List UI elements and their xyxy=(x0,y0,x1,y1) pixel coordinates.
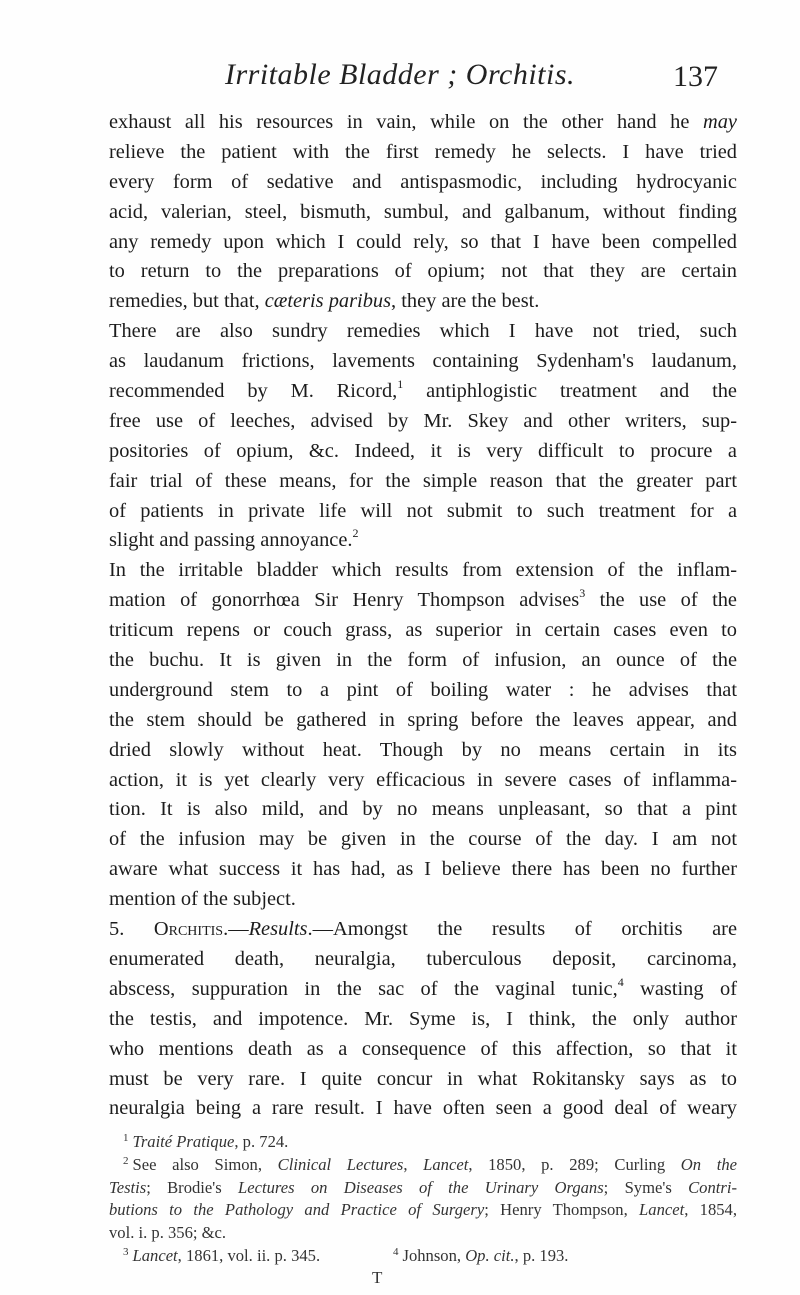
text-line: recommended by M. Ricord,$^1$ antiphlogistic treatment and the xyxy=(109,377,737,403)
signature-mark: T xyxy=(372,1268,383,1287)
footnote-2-cont: butions to the Pathology and Practice of Surgery; Henry Thompson, Lancet, 1854, xyxy=(109,1200,737,1220)
footnote-1: $^1$ Traité Pratique, p. 724. xyxy=(123,1132,289,1151)
emphasis: Results xyxy=(248,918,308,941)
emphasis: cæteris paribus xyxy=(264,290,392,313)
text-line: the testis, and impotence. Mr. Syme is, I think, the only author xyxy=(109,1007,737,1030)
text-line: free use of leeches, advised by Mr. Skey and other writers, sup- xyxy=(109,409,737,432)
emphasis: may xyxy=(703,111,737,133)
text-line: remedies, but that, cæteris paribus, they are the best. xyxy=(109,290,540,313)
footnote-4: $^4$ Johnson, Op. cit., p. 193. xyxy=(393,1245,569,1265)
text-line: relieve the patient with the first remedy he selects. I have tried xyxy=(109,140,737,163)
footnote-2: $^2$ See also Simon, Clinical Lectures, Lancet, 1850, p. 289; Curling On the xyxy=(123,1154,737,1174)
footnote-ref: 1 xyxy=(397,377,404,392)
text-line: acid, valerian, steel, bismuth, sumbul, and galbanum, without finding xyxy=(109,200,737,223)
text-line: aware what success it has had, as I believe there has been no further xyxy=(109,858,737,881)
text-line: 5. Orchitis.—Results.—Amongst the results of orchitis are xyxy=(109,918,737,941)
text-line: action, it is yet clearly very efficacious in severe cases of inflamma- xyxy=(109,768,737,791)
footnote-ref: 2 xyxy=(352,526,359,541)
running-head xyxy=(0,58,800,98)
text-line: In the irritable bladder which results from extension of the inflam- xyxy=(109,559,737,582)
footnotes xyxy=(109,1131,737,1268)
text-line: tion. It is also mild, and by no means unpleasant, so that a pint xyxy=(109,798,737,821)
text-line: fair trial of these means, for the simple reason that the greater part xyxy=(109,469,737,492)
text-line: the stem should be gathered in spring before the leaves appear, and xyxy=(109,708,737,731)
text-line: the buchu. It is given in the form of infusion, an ounce of the xyxy=(109,649,737,672)
text-line: every form of sedative and antispasmodic, including hydrocyanic xyxy=(109,170,737,193)
body-text xyxy=(109,108,737,1124)
footnote-2-cont: Testis; Brodie's Lectures on Diseases of the Urinary Organs; Syme's Contri- xyxy=(109,1177,737,1197)
footnote-2-cont: vol. i. p. 356; &c. xyxy=(109,1223,227,1243)
text-line: abscess, suppuration in the sac of the vaginal tunic,$^4$ wasting of xyxy=(109,974,737,1000)
page-number: 137 xyxy=(673,60,718,93)
text-line: underground stem to a pint of boiling water : he advises that xyxy=(109,678,737,701)
text-line: must be very rare. I quite concur in what Rokitansky says as to xyxy=(109,1067,737,1090)
section-heading: Orchitis xyxy=(153,918,224,941)
text-line: slight and passing annoyance.$^2$ xyxy=(109,526,359,552)
text-line: any remedy upon which I could rely, so that I have been compelled xyxy=(109,230,737,253)
text-line: There are also sundry remedies which I have not tried, such xyxy=(109,320,737,343)
footnote-ref: 3 xyxy=(579,586,586,601)
text-line: dried slowly without heat. Though by no means certain in its xyxy=(109,738,737,761)
text-line: mation of gonorrhœa Sir Henry Thompson advises$^3$ the use of the xyxy=(109,586,737,612)
running-title: Irritable Bladder ; Orchitis. xyxy=(224,58,576,91)
text-line: of patients in private life will not submit to such treatment for a xyxy=(109,499,737,522)
footnote-pair xyxy=(109,1245,737,1268)
footnote-3: $^3$ Lancet, 1861, vol. ii. p. 345. xyxy=(123,1245,321,1265)
text-line: exhaust all his resources in vain, while on the other hand he may xyxy=(109,111,737,133)
text-line: to return to the preparations of opium; not that they are certain xyxy=(109,260,737,283)
text-line: enumerated death, neuralgia, tuberculous deposit, carcinoma, xyxy=(109,947,737,970)
text-line: mention of the subject. xyxy=(109,888,296,911)
text-line: who mentions death as a consequence of this affection, so that it xyxy=(109,1037,737,1060)
text-line: neuralgia being a rare result. I have often seen a good deal of weary xyxy=(109,1097,737,1120)
text-line: triticum repens or couch grass, as superior in certain cases even to xyxy=(109,619,737,642)
text-line: as laudanum frictions, lavements containing Sydenham's laudanum, xyxy=(109,350,737,373)
text-line: of the infusion may be given in the course of the day. I am not xyxy=(109,828,737,851)
text-line: positories of opium, &c. Indeed, it is very difficult to procure a xyxy=(109,439,737,462)
footnote-ref: 4 xyxy=(617,974,624,989)
